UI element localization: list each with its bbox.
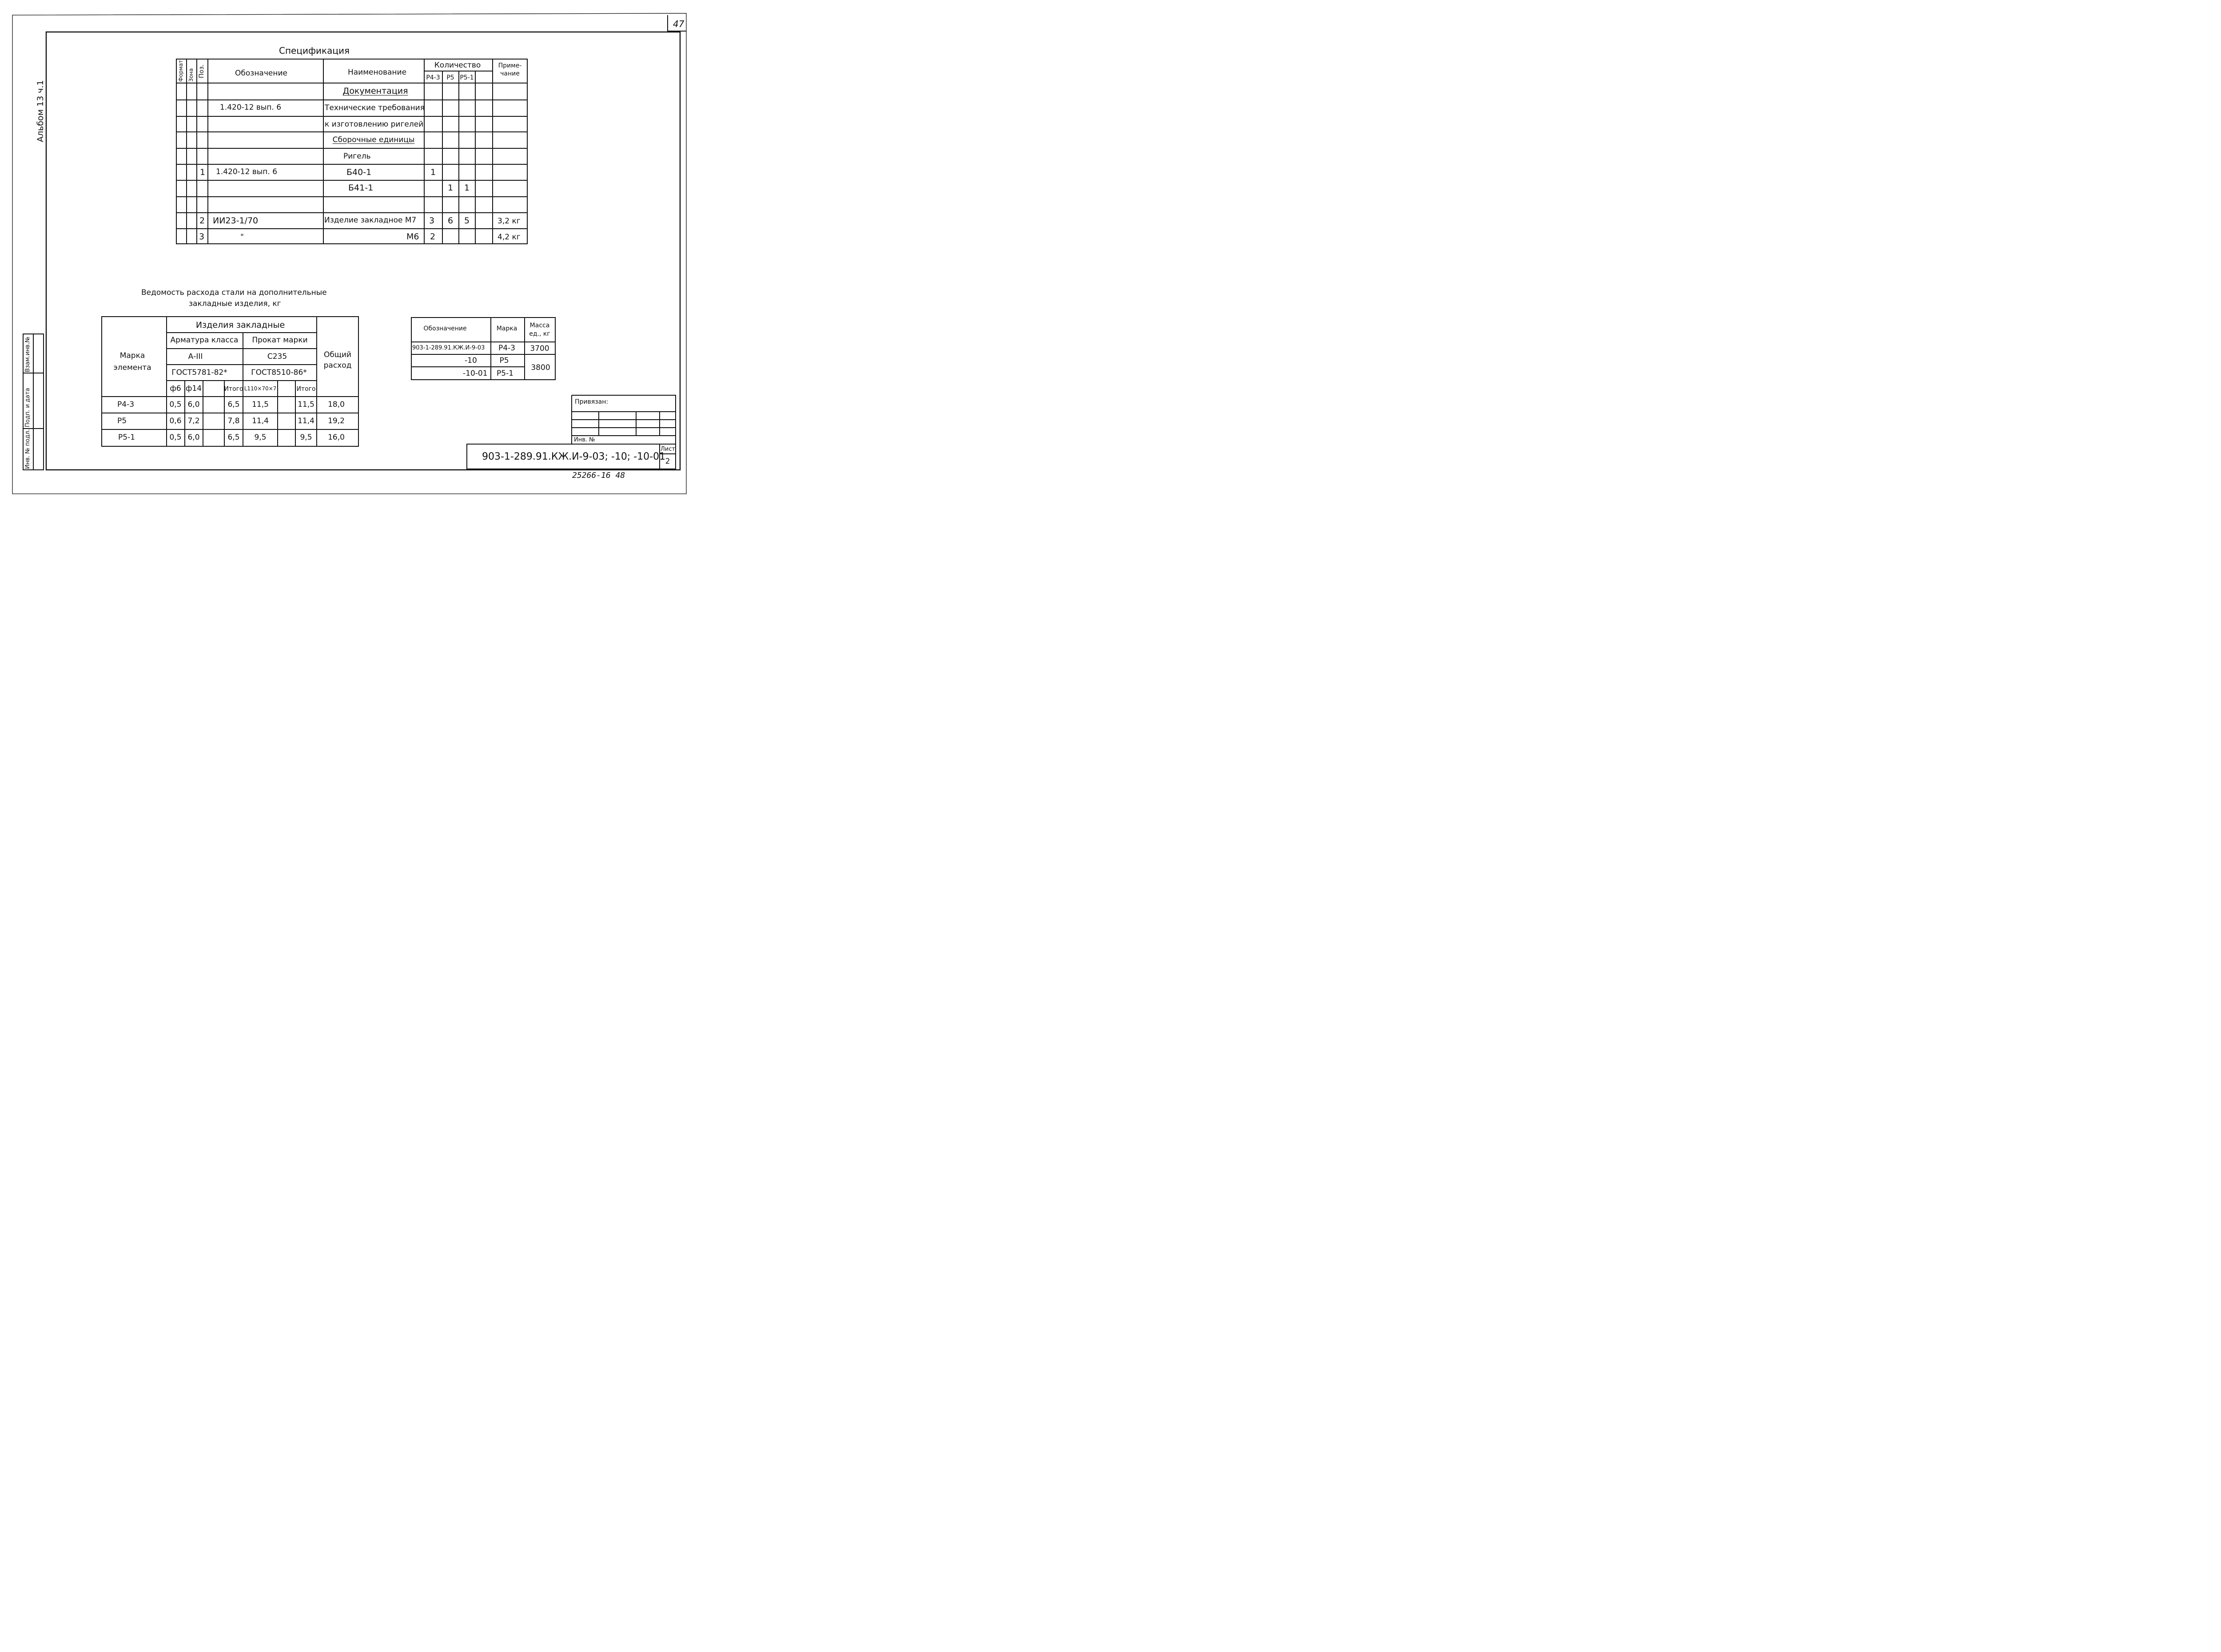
- spec-header-format: Формат: [178, 60, 184, 82]
- spec-title: Спецификация: [279, 45, 350, 56]
- spec-row-name: Б40-1: [346, 167, 372, 177]
- spec-row-name: Б41-1: [348, 183, 374, 193]
- steel-header-gost1: ГОСТ5781-82*: [171, 368, 227, 377]
- steel-row-itogo2: 11,4: [298, 417, 314, 425]
- side-stamp-vzam: Взам.инв.№: [24, 337, 31, 372]
- spec-row-name: Изделие закладное М7: [324, 216, 417, 225]
- steel-header-c235: С235: [267, 352, 287, 361]
- steel-row-mark: Р5-1: [118, 433, 135, 442]
- spec-header-q3: Р5-1: [460, 74, 474, 81]
- steel-row-angle: 11,4: [252, 417, 269, 425]
- mass-header-mark: Марка: [496, 325, 517, 332]
- mass-row-mark: Р5: [499, 356, 509, 365]
- steel-row-total: 16,0: [328, 433, 345, 442]
- steel-header-gost2: ГОСТ8510-86*: [251, 368, 307, 377]
- spec-header-q2: Р5: [446, 74, 454, 81]
- mass-row-designation: -10-01: [463, 369, 488, 378]
- spec-row-q1: 2: [430, 232, 436, 242]
- steel-row-itogo1: 6,5: [227, 433, 240, 442]
- spec-row-designation: 1.420-12 вып. 6: [220, 103, 282, 112]
- spec-row-designation: ": [240, 233, 244, 242]
- stamp-sheet-number: 2: [665, 457, 670, 466]
- spec-row-note: 3,2 кг: [498, 217, 521, 226]
- spec-header-note: Приме-чание: [498, 62, 522, 77]
- spec-row-name: Ригель: [343, 152, 371, 161]
- steel-row-itogo2: 11,5: [298, 400, 314, 409]
- spec-row-designation: 1.420-12 вып. 6: [216, 167, 278, 176]
- spec-header-quantity: Количество: [434, 61, 481, 70]
- stamp-privyazan: Привязан:: [575, 398, 609, 405]
- steel-header-d14: ф14: [185, 384, 202, 393]
- steel-row-d14: 6,0: [187, 433, 200, 442]
- steel-row-angle: 11,5: [252, 400, 269, 409]
- spec-header-zone: Зона: [188, 68, 194, 82]
- mass-row-designation: -10: [465, 356, 477, 365]
- spec-row-name: Документация: [342, 86, 408, 96]
- spec-row-q3: 1: [464, 183, 470, 193]
- sheet-corner-number: 47: [673, 19, 685, 29]
- steel-header-rolled: Прокат марки: [252, 336, 308, 345]
- steel-header-a3: А-III: [188, 352, 203, 361]
- spec-header-name: Наименование: [347, 68, 407, 77]
- steel-row-d14: 7,2: [187, 417, 200, 425]
- steel-row-d6: 0,5: [169, 400, 182, 409]
- spec-row-q2: 1: [447, 183, 454, 193]
- steel-header-itogo1: Итого: [224, 385, 243, 393]
- spec-row-name: М6: [406, 232, 419, 242]
- spec-header-pos: Поз.: [198, 64, 205, 78]
- steel-row-itogo1: 7,8: [227, 417, 240, 425]
- spec-row-q3: 5: [464, 216, 470, 226]
- steel-row-d6: 0,6: [169, 417, 182, 425]
- steel-header-total: Общий расход: [323, 350, 352, 370]
- side-stamp-podp: Подп. и дата: [24, 388, 31, 427]
- spec-row-pos: 2: [199, 216, 205, 226]
- stamp-inv-no: Инв. №: [574, 437, 595, 443]
- mass-header-mass: Масса ед., кг: [529, 322, 550, 338]
- steel-row-total: 18,0: [328, 400, 345, 409]
- mass-row-mass: 3700: [530, 344, 549, 353]
- mass-row-mark: Р4-3: [498, 344, 516, 353]
- spec-row-q2: 6: [447, 216, 454, 226]
- steel-row-d6: 0,5: [169, 433, 182, 442]
- spec-row-name: к изготовлению ригелей: [325, 120, 424, 129]
- steel-header-itogo2: Итого: [296, 385, 316, 393]
- spec-row-q1: 3: [429, 216, 435, 226]
- steel-row-d14: 6,0: [187, 400, 200, 409]
- steel-row-mark: Р4-3: [117, 400, 135, 409]
- spec-header-q1: Р4-3: [426, 74, 440, 81]
- steel-row-mark: Р5: [117, 417, 127, 425]
- spec-row-q1: 1: [430, 167, 436, 177]
- steel-header-embedded: Изделия закладные: [195, 320, 285, 330]
- mass-header-designation: Обозначение: [423, 325, 467, 332]
- spec-row-note: 4,2 кг: [498, 233, 521, 242]
- spec-row-pos: 3: [199, 232, 205, 242]
- mass-row-designation: 903-1-289.91.КЖ.И-9-03: [412, 345, 485, 351]
- steel-row-total: 19,2: [328, 417, 345, 425]
- spec-row-designation: ИИ23-1/70: [213, 216, 259, 226]
- steel-title-line1: Ведомость расхода стали на дополнительные: [141, 288, 327, 297]
- steel-header-d6: ф6: [170, 384, 181, 393]
- steel-header-mark: Марка элемента: [113, 351, 151, 373]
- spec-row-pos: 1: [199, 167, 206, 177]
- mass-row-mark: Р5-1: [496, 369, 514, 378]
- steel-row-itogo1: 6,5: [227, 400, 240, 409]
- spec-row-name: Сборочные единицы: [332, 135, 415, 144]
- steel-header-rebar: Арматура класса: [170, 336, 239, 345]
- spec-header-designation: Обозначение: [235, 69, 287, 78]
- steel-title-line2: закладные изделия, кг: [189, 299, 281, 308]
- side-stamp-inv-podl: Инв. № подл.: [24, 429, 31, 469]
- spec-row-name: Технические требования: [325, 103, 425, 112]
- footer-number: 25266-16 48: [572, 471, 625, 480]
- stamp-doc-code: 903-1-289.91.КЖ.И-9-03; -10; -10-01: [482, 451, 666, 462]
- stamp-sheet-label: Лист: [661, 446, 675, 453]
- steel-row-angle: 9,5: [254, 433, 267, 442]
- steel-header-angle: L110×70×7: [244, 385, 277, 392]
- mass-merged-value: 3800: [531, 363, 550, 372]
- album-label: Альбом 13 ч.1: [36, 80, 45, 142]
- steel-row-itogo2: 9,5: [300, 433, 312, 442]
